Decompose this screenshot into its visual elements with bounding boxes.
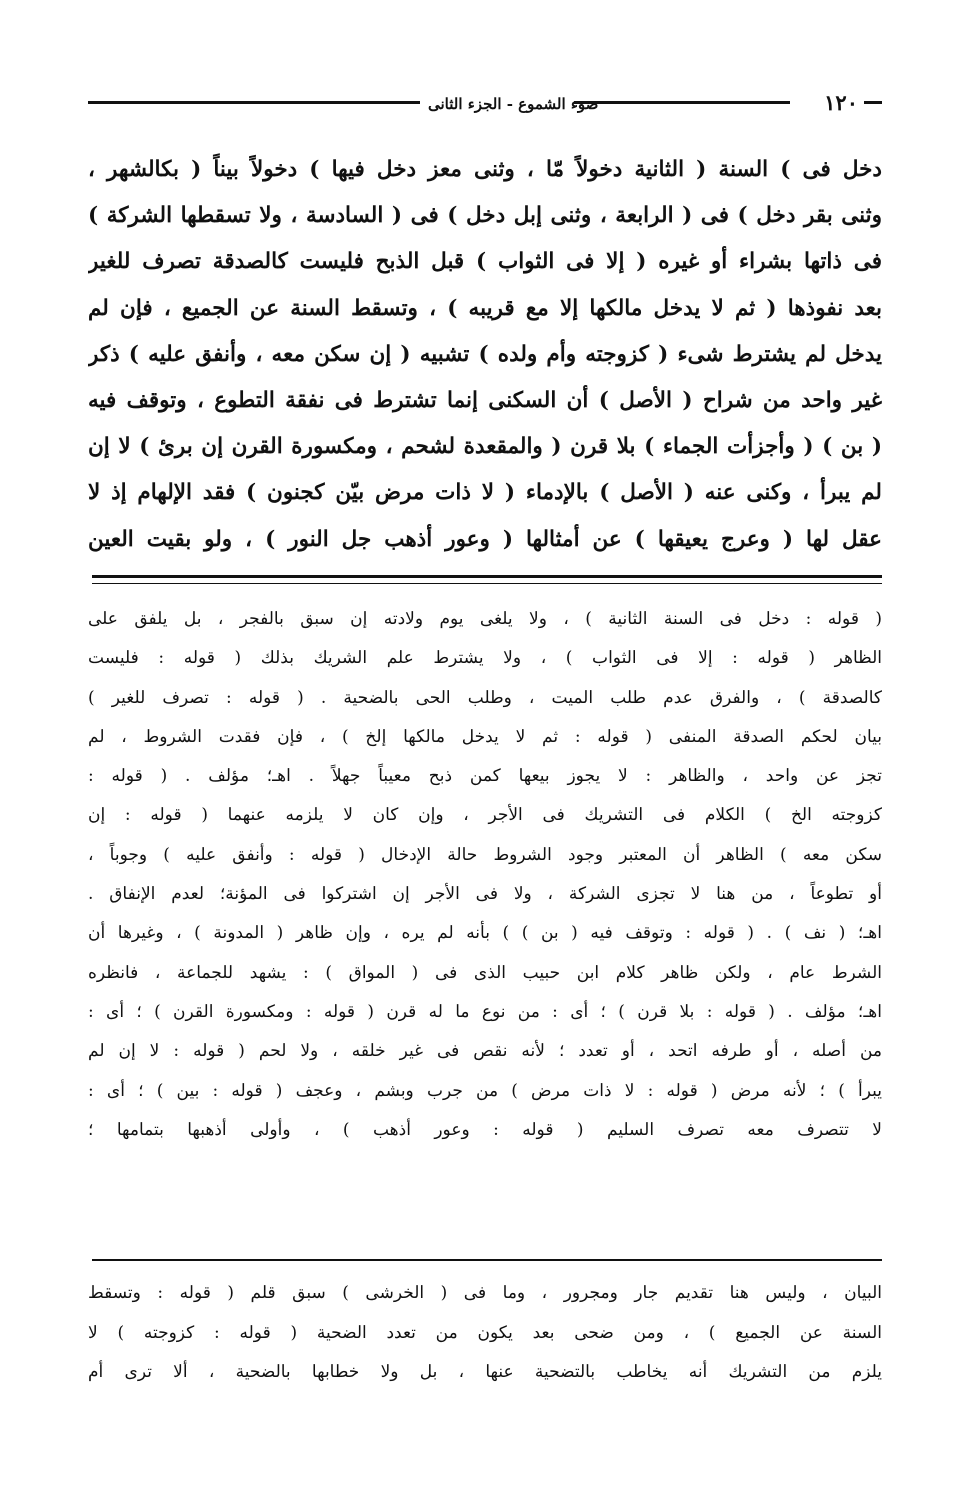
commentary-line: سكن معه ) الظاهر أن المعتبر وجود الشروط حالة الإدخال ( قوله : وأنفق عليه ) وجوباً ، <box>88 844 882 865</box>
main-text-line: يدخل لم يشترط شىء ( كزوجته وأم ولده ) تشبيه ( إن سكن معه ، وأنفق عليه ) ذكر <box>88 341 882 367</box>
footnote-line: البيان ، وليس هنا تقديم جار ومجرور ، وما فى ( الخرشى ) سبق قلم ( قوله : وتسقط <box>88 1283 882 1303</box>
commentary-line: كزوجته الخ ) الكلام فى التشريك فى الأجر ، وإن كان لا يلزمه عنهما ( قوله : إن <box>88 805 882 826</box>
footnote-text <box>88 1274 882 1393</box>
commentary-line: اهـ؛ مؤلف . ( قوله : بلا قرن ) ؛ أى : من نوع ما له قرن ( قوله : ومكسورة القرن ) ؛ أى : <box>88 1001 882 1022</box>
section-divider-double <box>92 575 882 584</box>
commentary-line: تجز عن واحد ، والظاهر : لا يجوز بيعها كمن ذبح معيباً جهلاً . اهـ؛ مؤلف . ( قوله : <box>88 766 882 787</box>
commentary-line: يبرأ ) ؛ لأنه مرض ( قوله : لا ذات مرض ) من جرب وبشم ، وعجف ( قوله : بين ) ؛ أى : <box>88 1080 882 1101</box>
main-text-line: وثنى بقر دخل ) فى ( الرابعة ، وثنى إبل دخل ) فى ( السادسة ، ولا تسقطها الشركة ) <box>88 203 882 229</box>
commentary-text <box>88 600 882 1150</box>
commentary-line: لا تتصرف معه تصرف السليم ( قوله : وعور أذهب ) ، وأولى أذهبها بتمامها ؛ <box>88 1119 882 1140</box>
main-text-line: عقل لها ( وعرج يعيقها ) عن أمثالها ( وعور أذهب جل النور ) ، ولو بقيت العين <box>88 526 882 552</box>
page-number: ١٢٠ <box>824 90 858 115</box>
footnote-line: السنة عن الجميع ) ، ومن ضحى بعد يكون من تعدد الضحية ( قوله : كزوجته ) لا <box>88 1322 882 1343</box>
commentary-line: الشرط عام ، ولكن ظاهر كلام ابن حبيب الذى فى ( المواق ) : يشهد للجماعة ، فانظره <box>88 962 882 983</box>
main-text-line: ( بن ) ( وأجزأت الجماء ) بلا قرن ( والمقعدة لشحم ، ومكسورة القرن إن برئ ) لا إن <box>88 434 882 460</box>
footnote-line: يلزم من التشريك أنه يخاطب بالتضحية عنها ، بل ولا خطابها بالضحية ، ألا ترى أم <box>88 1362 882 1382</box>
header-rule-right <box>864 101 882 104</box>
commentary-line: اهـ؛ ( نف ) . ( قوله : وتوقف فيه ( بن ) ) بأنه لم يره ، وإن ظاهر ( المدونة ) ، وغيرها أن <box>88 923 882 944</box>
main-text-line: فى ذاتها بشراء أو غيره ( إلا فى الثواب ) قبل الذبح فليست كالصدقة تصرف للغير <box>88 249 882 275</box>
header-rule-left <box>88 101 420 104</box>
running-header <box>88 90 882 116</box>
running-title: ضوء الشموع - الجزء الثانى <box>428 95 599 113</box>
main-text-line: غير واحد من شراح ( الأصل ) أن السكنى إنما تشترط فى نفقة التطوع ، وتوقف فيه <box>88 387 882 413</box>
main-text-line: دخل فى ) السنة ( الثانية دخولاً مّا ، وثنى معز دخل فيها ) دخولاً بيناً ( بكالشهر ، <box>88 157 882 182</box>
commentary-line: ( قوله : دخل فى السنة الثانية ) ، ولا يلغى يوم ولادته إن سبق بالفجر ، بل يلفق على <box>88 609 882 629</box>
commentary-line: الظاهر ( قوله : إلا فى الثواب ) ، ولا يشترط علم الشريك بذلك ( قوله : فليست <box>88 648 882 669</box>
section-divider-single <box>92 1259 882 1261</box>
commentary-line: كالصدقة ) ، والفرق عدم طلب الميت ، وطلب الحى بالضحية . ( قوله : تصرف للغير ) <box>88 687 882 708</box>
main-text-line: بعد نفوذها ( ثم لا يدخل مالكها إلا مع قريبه ) ، وتسقط السنة عن الجميع ، فإن لم <box>88 295 882 321</box>
commentary-line: من أصله ، أو طرفه اتحد ، أو تعدد ؛ لأنه نقص فى غير خلقه ، ولا لحم ( قوله : لا إن لم <box>88 1041 882 1062</box>
commentary-line: أو تطوعاً ، من هنا لا تجزى الشركة ، ولا فى الأجر إن اشتركوا فى المؤنة؛ لعدم الإنفاق . <box>88 884 882 905</box>
main-text <box>88 147 882 563</box>
header-rule-middle <box>574 101 790 104</box>
main-text-line: لم يبرأ ، وكنى عنه ( الأصل ) بالإدماء ( لا ذات مرض بيّن كجنون ) فقد الإلهام إذ لا <box>88 480 882 506</box>
commentary-line: بيان لحكم الصدقة المنفى ( قوله : ثم لا يدخل مالكها إلخ ) ، فإن فقدت الشروط ، لم <box>88 726 882 747</box>
